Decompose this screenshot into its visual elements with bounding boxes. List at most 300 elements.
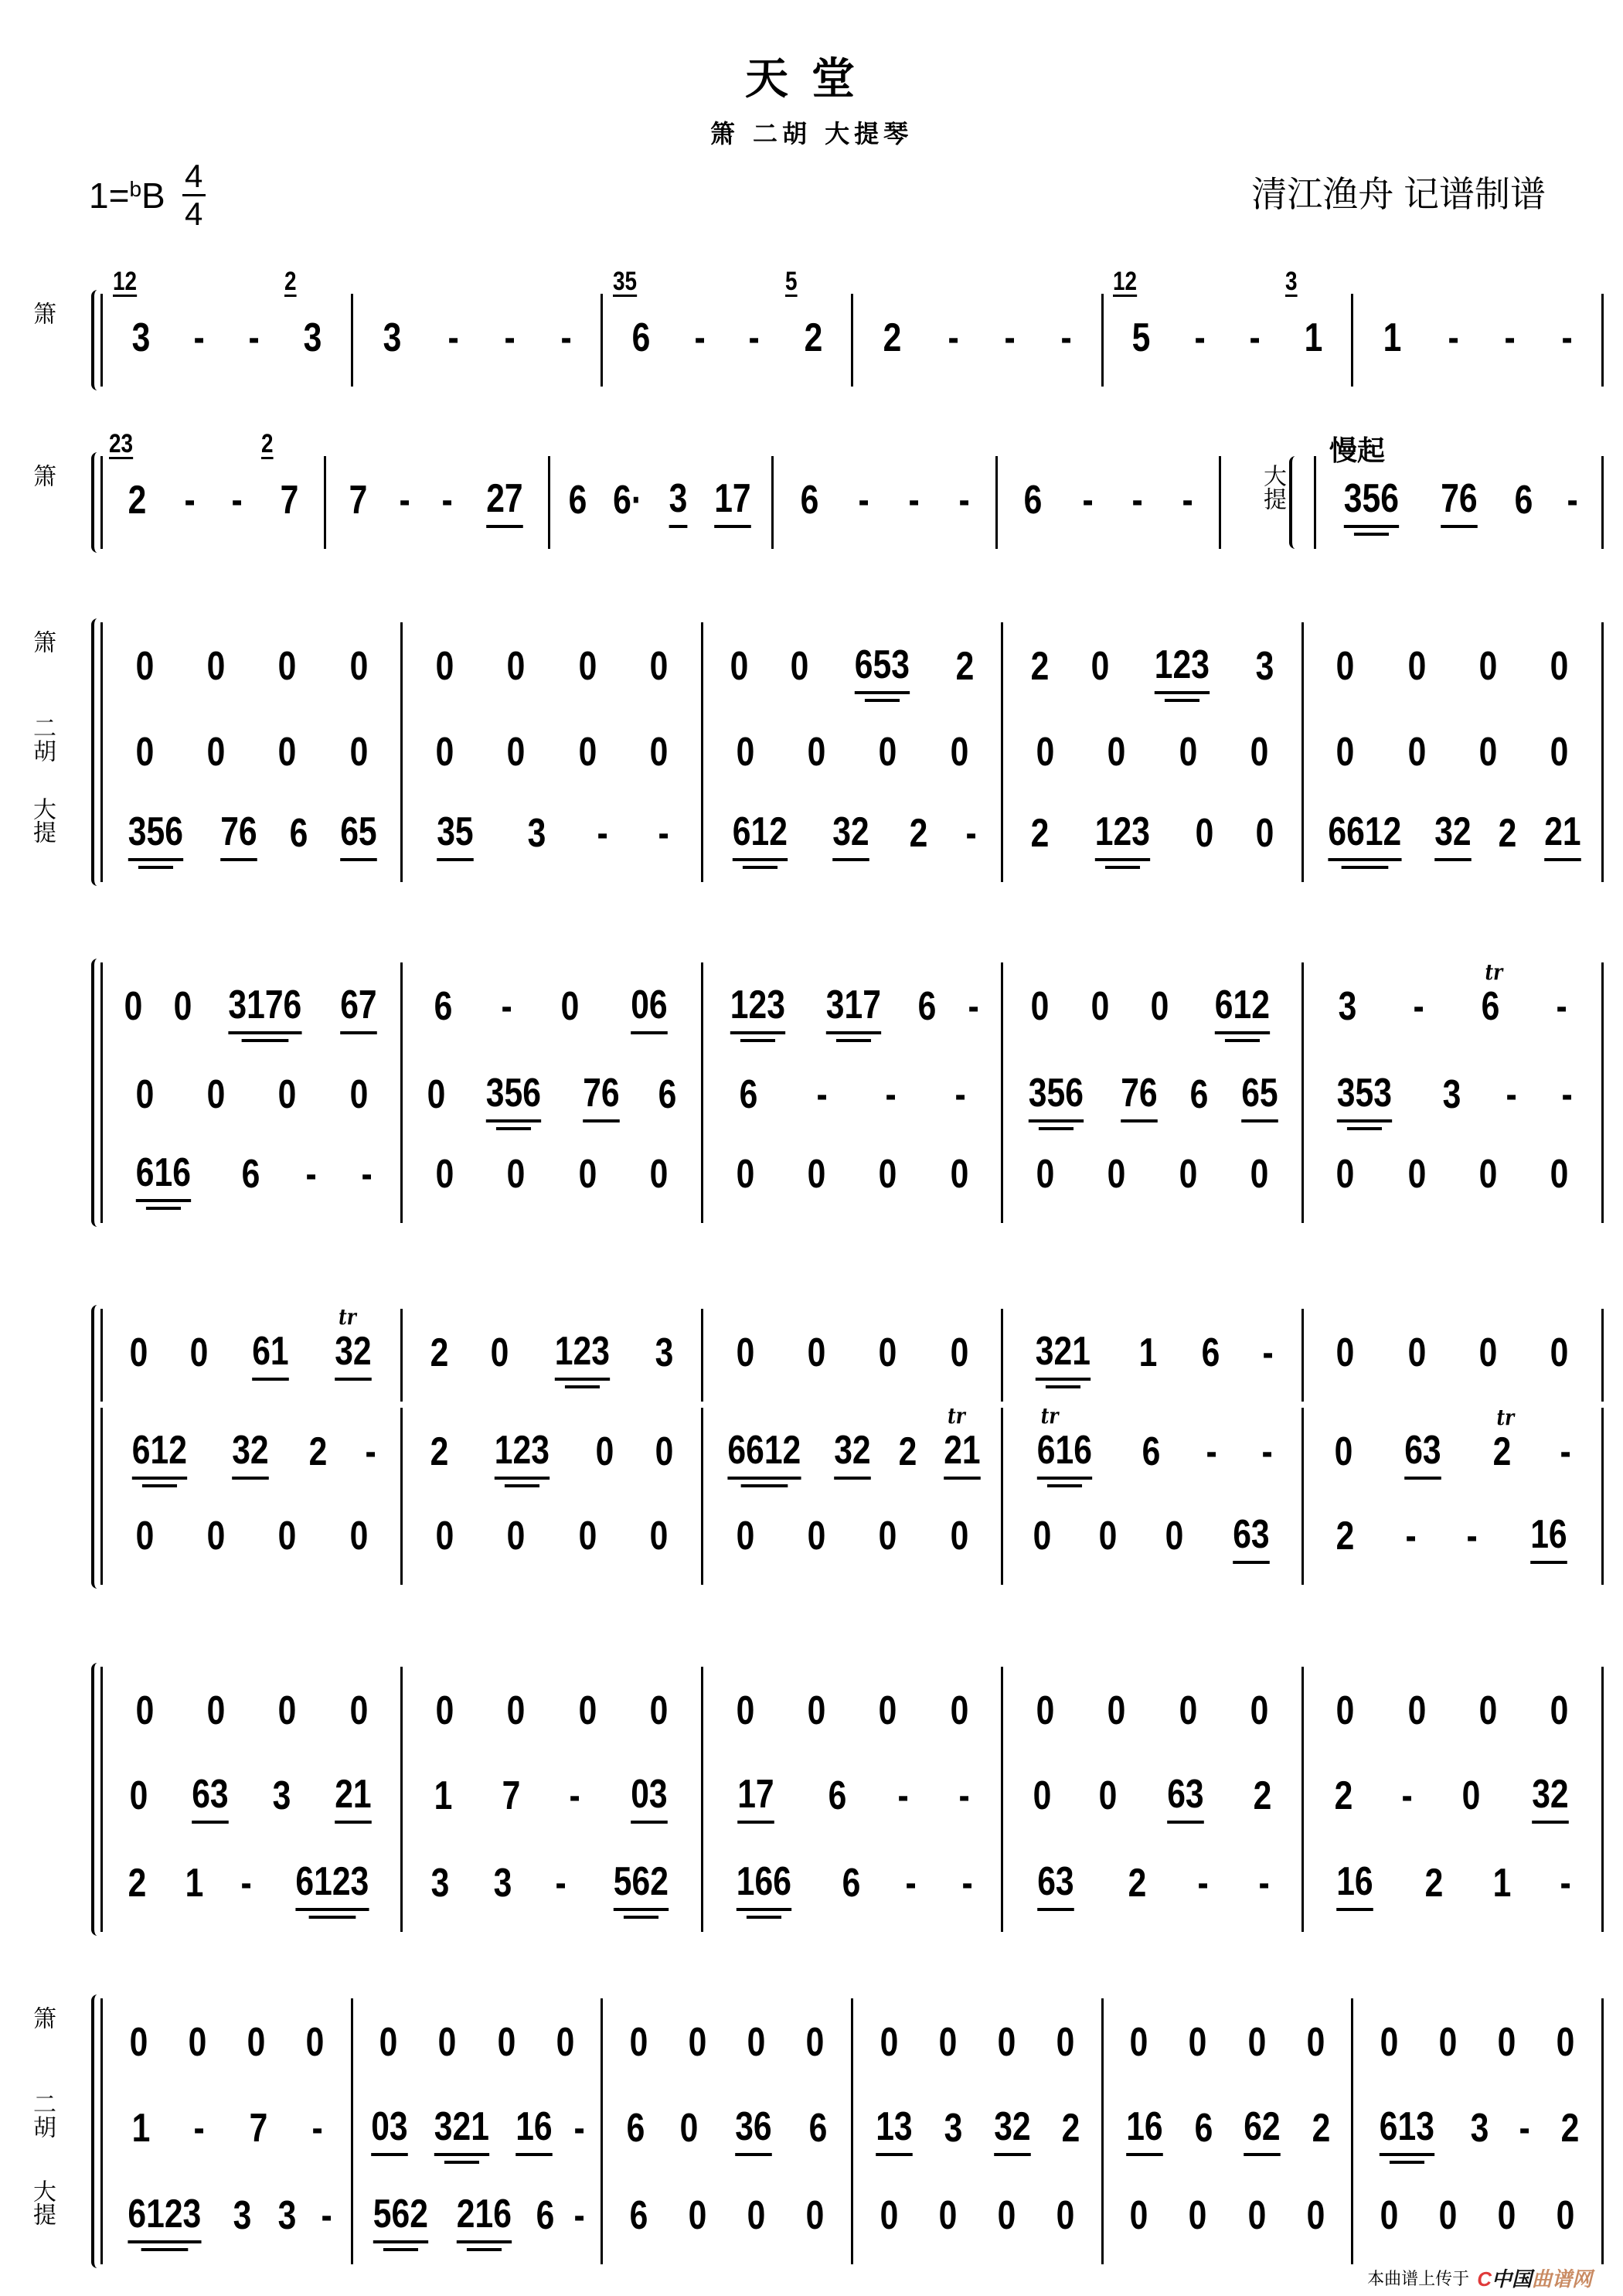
- note: 3: [493, 1861, 512, 1906]
- rest: 0: [736, 730, 754, 775]
- rest: 0: [277, 1688, 297, 1733]
- rest: 0: [950, 730, 968, 775]
- note: 2: [1312, 2106, 1331, 2151]
- dash-hold: -: [1506, 1072, 1517, 1117]
- note: 356: [1029, 1071, 1084, 1122]
- note: 2: [1498, 811, 1517, 856]
- note: 356: [128, 810, 183, 861]
- rest: 0: [1099, 1514, 1118, 1558]
- measure: [851, 1998, 1101, 2091]
- measure: [1301, 1839, 1604, 1932]
- rest: 0: [435, 1688, 454, 1733]
- note: 321: [1036, 1330, 1091, 1381]
- note: 3: [1338, 984, 1357, 1029]
- system-brace: [91, 1995, 100, 2268]
- note: 2: [1061, 2106, 1080, 2151]
- note: 616: [136, 1151, 191, 1202]
- note: 356: [1344, 477, 1399, 528]
- note: 3: [383, 315, 401, 360]
- note: 2: [1424, 1861, 1444, 1906]
- tempo-marking: 慢起: [1329, 434, 1386, 467]
- note: 16: [1126, 2105, 1162, 2156]
- rest: 0: [655, 1429, 674, 1474]
- measure: [351, 1998, 601, 2091]
- staff-row-xiao: [100, 429, 1221, 549]
- rest: 0: [438, 2020, 457, 2065]
- rest: 0: [736, 1514, 754, 1558]
- note: 123: [730, 983, 784, 1034]
- note: 6·: [613, 478, 643, 523]
- measure: [1301, 789, 1604, 882]
- measure: [100, 1051, 400, 1143]
- dash-hold: -: [1194, 315, 1206, 360]
- note: 03: [631, 1773, 668, 1824]
- staff-row-erhu: [100, 708, 1604, 801]
- note: 16: [1530, 1513, 1567, 1564]
- rest: 0: [1250, 730, 1269, 775]
- measure: [851, 2172, 1101, 2264]
- rest: 0: [578, 1688, 597, 1733]
- note: 3: [277, 2193, 297, 2238]
- rest: 0: [497, 2020, 515, 2065]
- measure: [1001, 1403, 1301, 1501]
- measure: [100, 1130, 400, 1223]
- rest: 0: [1107, 1152, 1126, 1197]
- measure: [851, 294, 1101, 387]
- dash-hold: -: [240, 1861, 253, 1906]
- note: 2: [1560, 2106, 1580, 2151]
- measure: [100, 622, 400, 715]
- measure: [1351, 1998, 1604, 2091]
- note: 36: [735, 2105, 771, 2156]
- rest: 0: [878, 1152, 897, 1197]
- note: 1 3: [1284, 267, 1323, 360]
- measure: [1001, 1051, 1301, 1143]
- key-signature: [89, 158, 206, 232]
- grace-note: 12: [112, 267, 137, 296]
- rest: 0: [1497, 2193, 1516, 2238]
- note: 166: [737, 1860, 791, 1911]
- note: 6: [1201, 1330, 1220, 1375]
- dash-hold: -: [1567, 478, 1579, 523]
- note: 32: [994, 2105, 1030, 2156]
- rest: 0: [1099, 1773, 1118, 1818]
- rest: 0: [124, 984, 143, 1029]
- measure: [1001, 1667, 1301, 1759]
- note: 2: [1334, 1773, 1353, 1818]
- rest: 0: [1478, 1152, 1498, 1197]
- note: 65: [340, 810, 376, 861]
- dash-hold: -: [1182, 478, 1193, 523]
- rest: 0: [1306, 2193, 1325, 2238]
- part-label-erhu: 二胡: [29, 2092, 55, 2138]
- part-label-xiao: 箫: [29, 464, 55, 487]
- note: 2: [1335, 1514, 1354, 1558]
- staff-row-xiao: [100, 267, 1604, 387]
- staff-row-erhu: [100, 1051, 1604, 1143]
- note: 612: [1215, 983, 1270, 1034]
- part-label-daiti: 大提: [29, 2179, 55, 2226]
- flat-sign: b: [129, 176, 142, 201]
- measure: [601, 267, 851, 387]
- note: 3: [272, 1773, 291, 1818]
- note: 32: [832, 810, 869, 861]
- measure: [400, 1408, 700, 1501]
- rest: 0: [578, 1152, 597, 1197]
- rest: 0: [1550, 730, 1569, 775]
- rest: 0: [1335, 1330, 1355, 1375]
- trill-mark: tr: [339, 1304, 356, 1330]
- measure: [995, 456, 1221, 549]
- measure: [400, 1667, 700, 1759]
- dash-hold: -: [694, 315, 706, 360]
- note: 616 tr: [1036, 1429, 1091, 1480]
- dash-hold: -: [447, 315, 459, 360]
- rest: 0: [878, 1330, 897, 1375]
- measure: [1001, 622, 1301, 715]
- note: 6123: [128, 2192, 202, 2243]
- note: 6 tr: [1482, 985, 1500, 1033]
- rest: 0: [247, 2020, 266, 2065]
- dash-hold: -: [569, 1773, 580, 1818]
- rest: 0: [806, 2020, 825, 2065]
- rest: 0: [1247, 2193, 1266, 2238]
- rest: 0: [189, 1330, 209, 1375]
- note: 3: [430, 1861, 450, 1906]
- system-brace: [91, 452, 100, 553]
- rest: 0: [435, 644, 454, 689]
- rest: 0: [1550, 1330, 1569, 1375]
- rest: 0: [1036, 1688, 1055, 1733]
- note: 3: [1255, 644, 1274, 689]
- note: 21: [1544, 810, 1580, 861]
- note: 6123: [296, 1860, 369, 1911]
- rest: 0: [1033, 1773, 1052, 1818]
- rest: 0: [997, 2193, 1016, 2238]
- note: 1: [131, 2106, 150, 2151]
- note: 317: [825, 983, 880, 1034]
- note: 1: [1138, 1330, 1158, 1375]
- note: 61: [252, 1330, 288, 1381]
- measure: [701, 1130, 1001, 1223]
- rest: 0: [878, 730, 897, 775]
- rest: 0: [938, 2020, 958, 2065]
- measure: [771, 456, 995, 549]
- note: 6: [1189, 1072, 1209, 1117]
- trill-mark: tr: [1496, 1405, 1515, 1430]
- note: 32: [232, 1429, 268, 1480]
- measure: [1301, 959, 1604, 1055]
- rest: 0: [135, 1514, 155, 1558]
- note: 3: [1470, 2106, 1489, 2151]
- measure: [1301, 1051, 1604, 1143]
- rest: 0: [950, 1688, 968, 1733]
- measure: [1301, 622, 1604, 715]
- measure: [601, 1998, 851, 2091]
- rest: 0: [1250, 1152, 1269, 1197]
- measure: [400, 962, 700, 1055]
- rest: 0: [1247, 2020, 1266, 2065]
- measure: [100, 962, 400, 1055]
- note: 2: [128, 1861, 147, 1906]
- system-brace: [91, 618, 100, 886]
- measure: [701, 1309, 1001, 1402]
- rest: 0: [1189, 2193, 1207, 2238]
- measure: [1351, 2084, 1604, 2177]
- rest: 0: [595, 1429, 614, 1474]
- note: 6612: [728, 1429, 801, 1480]
- dash-hold: -: [948, 315, 959, 360]
- dash-hold: -: [897, 1773, 909, 1818]
- rest: 0: [1478, 1688, 1498, 1733]
- note: 76: [1121, 1071, 1157, 1122]
- measure: [701, 1492, 1001, 1585]
- trill-mark: tr: [1485, 959, 1503, 985]
- dash-hold: -: [1405, 1514, 1417, 1558]
- rest: 0: [807, 730, 826, 775]
- rest: 0: [938, 2193, 958, 2238]
- rest: 0: [1036, 730, 1055, 775]
- rest: 0: [379, 2020, 398, 2065]
- rest: 0: [507, 730, 526, 775]
- rest: 0: [1335, 1152, 1355, 1197]
- system-brace: [91, 959, 100, 1227]
- measure: [1301, 1309, 1604, 1402]
- measure: [1001, 1130, 1301, 1223]
- note: 356: [486, 1071, 541, 1122]
- trill-mark: tr: [947, 1403, 965, 1429]
- rest: 0: [1497, 2020, 1516, 2065]
- dash-hold: -: [658, 811, 670, 856]
- measure: [100, 2172, 351, 2264]
- note: 3: [233, 2193, 252, 2238]
- rest: 0: [807, 1330, 826, 1375]
- dash-hold: -: [1561, 1072, 1574, 1117]
- note: 6: [1023, 478, 1043, 523]
- rest: 0: [349, 1072, 369, 1117]
- note: 6: [658, 1072, 677, 1117]
- measure: [100, 1667, 400, 1759]
- rest: 0: [135, 1688, 155, 1733]
- dash-hold: -: [968, 984, 979, 1029]
- rest: 0: [1550, 1688, 1569, 1733]
- grace-note: 2: [284, 267, 297, 296]
- note: 1: [1492, 1861, 1512, 1906]
- note: 6: [626, 2106, 645, 2151]
- rest: 0: [435, 1152, 454, 1197]
- note: 6: [241, 1152, 260, 1197]
- note: 63: [1233, 1513, 1269, 1564]
- logo-text-2: 曲谱网: [1531, 2267, 1592, 2291]
- dash-hold: -: [958, 478, 970, 523]
- note: 16: [1336, 1860, 1373, 1911]
- grace-note: 5: [784, 267, 798, 296]
- rest: 0: [188, 2020, 207, 2065]
- rest: 0: [1179, 1152, 1197, 1197]
- note: 2: [1253, 1773, 1271, 1818]
- note: 63: [1037, 1860, 1073, 1911]
- note: 6: [917, 984, 937, 1029]
- note: 32: [1532, 1773, 1568, 1824]
- rest: 0: [807, 1152, 826, 1197]
- note: 06: [631, 983, 668, 1034]
- rest: 0: [1091, 644, 1109, 689]
- rest: 0: [950, 1152, 968, 1197]
- note: 76: [220, 810, 257, 861]
- note: 1: [185, 1861, 204, 1906]
- rest: 0: [1165, 1514, 1183, 1558]
- rest: 0: [1461, 1773, 1480, 1818]
- measure: [701, 1752, 1001, 1845]
- rest: 0: [1179, 1688, 1197, 1733]
- note: 2: [1128, 1861, 1147, 1906]
- measure: [324, 456, 547, 549]
- dash-hold: -: [1004, 315, 1016, 360]
- note: 2: [909, 811, 928, 856]
- time-signature: [182, 158, 206, 232]
- note: 21 tr: [944, 1429, 980, 1480]
- staff-row-daiti: [100, 1492, 1604, 1585]
- rest: 0: [1407, 1330, 1426, 1375]
- rest: 0: [277, 730, 297, 775]
- measure: [1301, 1130, 1604, 1223]
- rest: 0: [129, 2020, 148, 2065]
- dash-hold: -: [908, 478, 920, 523]
- staff-row-xiao: [100, 1667, 1604, 1759]
- rest: 0: [806, 2193, 825, 2238]
- key-label: 1=: [89, 175, 130, 216]
- rest: 0: [736, 1152, 754, 1197]
- rest: 0: [807, 1514, 826, 1558]
- measure: [100, 2084, 351, 2177]
- dash-hold: -: [248, 315, 260, 360]
- note: 2 23: [109, 429, 147, 523]
- note: 6 35: [612, 267, 651, 360]
- rest: 0: [1250, 1688, 1269, 1733]
- measure: [701, 1403, 1001, 1501]
- measure: [100, 708, 400, 801]
- part-label-xiao: 箫: [29, 2006, 55, 2029]
- measure: [701, 1667, 1001, 1759]
- dash-hold: -: [231, 478, 243, 523]
- dash-hold: -: [1131, 478, 1144, 523]
- rest: 0: [1478, 1330, 1498, 1375]
- note: 612: [132, 1429, 187, 1480]
- rest: 0: [730, 644, 749, 689]
- note: 612: [733, 810, 788, 861]
- measure: [1101, 2172, 1352, 2264]
- dash-hold: -: [816, 1072, 828, 1117]
- dash-hold: -: [311, 2106, 323, 2151]
- part-brace: [1289, 456, 1298, 549]
- rest: 0: [1557, 2020, 1575, 2065]
- note: 3: [944, 2106, 963, 2151]
- rest: 0: [747, 2020, 766, 2065]
- dash-hold: -: [399, 478, 410, 523]
- note: 5 12: [1113, 267, 1151, 360]
- part-label-daiti: 大提: [1260, 464, 1285, 510]
- measure: [400, 622, 700, 715]
- dash-hold: -: [597, 811, 608, 856]
- dash-hold: -: [501, 984, 512, 1029]
- score-title: 天堂: [745, 53, 878, 104]
- note: 562: [614, 1860, 669, 1911]
- rest: 0: [349, 1688, 369, 1733]
- system-brace: [91, 1663, 100, 1936]
- measure: [1351, 294, 1604, 387]
- rest: 0: [349, 730, 369, 775]
- grace-note: 35: [612, 267, 637, 296]
- measure: [100, 267, 351, 387]
- rest: 0: [560, 984, 580, 1029]
- dash-hold: -: [885, 1072, 897, 1117]
- dash-hold: -: [1413, 984, 1425, 1029]
- note: 17: [714, 477, 750, 528]
- dash-hold: -: [555, 1861, 567, 1906]
- rest: 0: [490, 1330, 509, 1375]
- note: 6: [842, 1861, 861, 1906]
- rest: 0: [747, 2193, 766, 2238]
- rest: 0: [1478, 730, 1498, 775]
- dash-hold: -: [905, 1861, 917, 1906]
- rest: 0: [1056, 2020, 1075, 2065]
- measure: [400, 1309, 700, 1402]
- note: 7: [349, 478, 368, 523]
- note: 123: [495, 1429, 550, 1480]
- rest: 0: [649, 730, 669, 775]
- dash-hold: -: [858, 478, 869, 523]
- measure: [400, 1492, 700, 1585]
- note: 63: [192, 1773, 229, 1824]
- note: 35: [437, 810, 474, 861]
- note: 21: [335, 1773, 371, 1824]
- note: 6: [800, 478, 819, 523]
- dash-hold: -: [1561, 315, 1573, 360]
- rest: 0: [1091, 984, 1109, 1029]
- note: 6: [1194, 2106, 1213, 2151]
- note: 562: [373, 2192, 428, 2243]
- measure: [100, 1752, 400, 1845]
- part-label-daiti: 大提: [29, 797, 55, 843]
- note: 62: [1244, 2105, 1281, 2156]
- rest: 0: [556, 2020, 575, 2065]
- measure: [1001, 708, 1301, 801]
- rest: 0: [130, 1773, 148, 1818]
- note: 76: [1441, 477, 1477, 528]
- measure: [601, 2084, 851, 2177]
- note: 321: [434, 2105, 489, 2156]
- dash-hold: -: [1206, 1429, 1217, 1474]
- key-note: B: [141, 175, 165, 216]
- rest: 0: [1380, 2020, 1399, 2065]
- grace-note: 3: [1284, 267, 1298, 296]
- measure: [1314, 456, 1604, 549]
- measure: [1101, 267, 1352, 387]
- staff-row-erhu: [100, 1752, 1604, 1845]
- note: 6: [629, 2193, 648, 2238]
- note: 2 tr: [1493, 1430, 1512, 1478]
- dash-hold: -: [1262, 1330, 1274, 1375]
- rest: 0: [277, 644, 297, 689]
- rest: 0: [950, 1514, 968, 1558]
- rest: 0: [679, 2106, 699, 2151]
- rest: 0: [878, 1688, 897, 1733]
- rest: 0: [427, 1072, 446, 1117]
- measure: [1351, 2172, 1604, 2264]
- note: 63: [1167, 1773, 1203, 1824]
- dash-hold: -: [1556, 984, 1567, 1029]
- upload-footer: [1367, 2264, 1592, 2292]
